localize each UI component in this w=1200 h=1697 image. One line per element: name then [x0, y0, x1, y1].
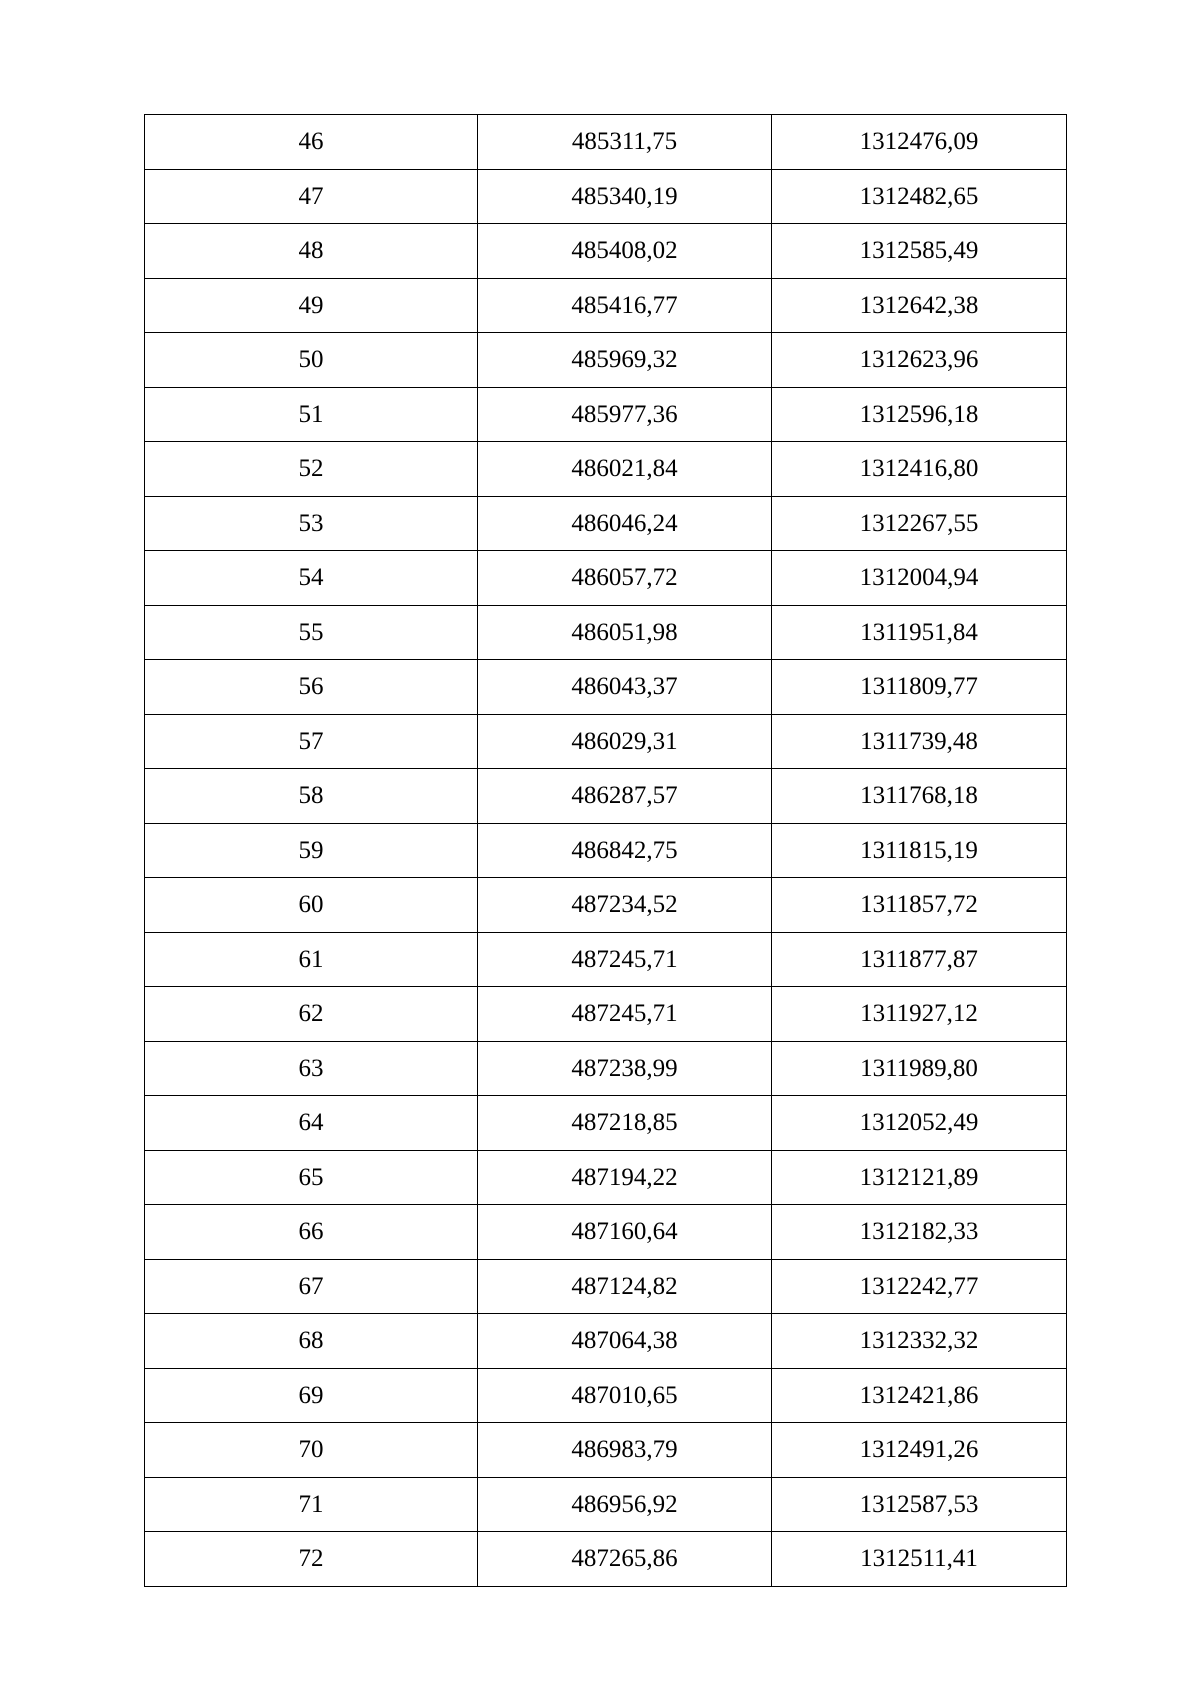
point-number-cell: 51 — [145, 387, 478, 442]
point-number-cell: 60 — [145, 878, 478, 933]
table-row — [145, 660, 1067, 715]
table-row — [145, 1532, 1067, 1587]
x-coordinate-cell: 487218,85 — [478, 1096, 772, 1151]
y-coordinate-cell: 1311768,18 — [772, 769, 1067, 824]
point-number-cell: 56 — [145, 660, 478, 715]
y-coordinate-cell: 1312642,38 — [772, 278, 1067, 333]
point-number-cell: 63 — [145, 1041, 478, 1096]
point-number-cell: 53 — [145, 496, 478, 551]
point-number-cell: 62 — [145, 987, 478, 1042]
point-number-cell: 49 — [145, 278, 478, 333]
x-coordinate-cell: 485408,02 — [478, 224, 772, 279]
coordinates-table — [144, 114, 1067, 1587]
point-number-cell: 72 — [145, 1532, 478, 1587]
table-row — [145, 115, 1067, 170]
y-coordinate-cell: 1312623,96 — [772, 333, 1067, 388]
point-number-cell: 66 — [145, 1205, 478, 1260]
table-row — [145, 769, 1067, 824]
point-number-cell: 47 — [145, 169, 478, 224]
y-coordinate-cell: 1312332,32 — [772, 1314, 1067, 1369]
y-coordinate-cell: 1312587,53 — [772, 1477, 1067, 1532]
x-coordinate-cell: 487010,65 — [478, 1368, 772, 1423]
y-coordinate-cell: 1311877,87 — [772, 932, 1067, 987]
table-row — [145, 1314, 1067, 1369]
y-coordinate-cell: 1312596,18 — [772, 387, 1067, 442]
point-number-cell: 61 — [145, 932, 478, 987]
table-row — [145, 714, 1067, 769]
y-coordinate-cell: 1312242,77 — [772, 1259, 1067, 1314]
x-coordinate-cell: 485340,19 — [478, 169, 772, 224]
y-coordinate-cell: 1312421,86 — [772, 1368, 1067, 1423]
point-number-cell: 52 — [145, 442, 478, 497]
x-coordinate-cell: 487265,86 — [478, 1532, 772, 1587]
x-coordinate-cell: 485416,77 — [478, 278, 772, 333]
y-coordinate-cell: 1311989,80 — [772, 1041, 1067, 1096]
point-number-cell: 54 — [145, 551, 478, 606]
x-coordinate-cell: 486956,92 — [478, 1477, 772, 1532]
point-number-cell: 57 — [145, 714, 478, 769]
table-row — [145, 932, 1067, 987]
table-row — [145, 169, 1067, 224]
y-coordinate-cell: 1312052,49 — [772, 1096, 1067, 1151]
point-number-cell: 67 — [145, 1259, 478, 1314]
table-row — [145, 605, 1067, 660]
x-coordinate-cell: 486842,75 — [478, 823, 772, 878]
point-number-cell: 69 — [145, 1368, 478, 1423]
y-coordinate-cell: 1312267,55 — [772, 496, 1067, 551]
table-row — [145, 1259, 1067, 1314]
y-coordinate-cell: 1312491,26 — [772, 1423, 1067, 1478]
table-row — [145, 1368, 1067, 1423]
point-number-cell: 64 — [145, 1096, 478, 1151]
table-row — [145, 878, 1067, 933]
y-coordinate-cell: 1312416,80 — [772, 442, 1067, 497]
table-row — [145, 442, 1067, 497]
point-number-cell: 46 — [145, 115, 478, 170]
table-row — [145, 496, 1067, 551]
x-coordinate-cell: 485311,75 — [478, 115, 772, 170]
point-number-cell: 59 — [145, 823, 478, 878]
x-coordinate-cell: 487064,38 — [478, 1314, 772, 1369]
y-coordinate-cell: 1312482,65 — [772, 169, 1067, 224]
table-row — [145, 551, 1067, 606]
point-number-cell: 55 — [145, 605, 478, 660]
y-coordinate-cell: 1311815,19 — [772, 823, 1067, 878]
x-coordinate-cell: 487245,71 — [478, 987, 772, 1042]
x-coordinate-cell: 486046,24 — [478, 496, 772, 551]
y-coordinate-cell: 1311951,84 — [772, 605, 1067, 660]
x-coordinate-cell: 487234,52 — [478, 878, 772, 933]
y-coordinate-cell: 1312121,89 — [772, 1150, 1067, 1205]
y-coordinate-cell: 1312004,94 — [772, 551, 1067, 606]
y-coordinate-cell: 1311927,12 — [772, 987, 1067, 1042]
x-coordinate-cell: 487245,71 — [478, 932, 772, 987]
y-coordinate-cell: 1312585,49 — [772, 224, 1067, 279]
point-number-cell: 58 — [145, 769, 478, 824]
x-coordinate-cell: 487238,99 — [478, 1041, 772, 1096]
point-number-cell: 48 — [145, 224, 478, 279]
x-coordinate-cell: 487124,82 — [478, 1259, 772, 1314]
point-number-cell: 68 — [145, 1314, 478, 1369]
y-coordinate-cell: 1311739,48 — [772, 714, 1067, 769]
x-coordinate-cell: 485977,36 — [478, 387, 772, 442]
coordinates-table-body — [145, 115, 1067, 1587]
table-row — [145, 823, 1067, 878]
table-row — [145, 387, 1067, 442]
x-coordinate-cell: 487160,64 — [478, 1205, 772, 1260]
x-coordinate-cell: 486021,84 — [478, 442, 772, 497]
point-number-cell: 50 — [145, 333, 478, 388]
x-coordinate-cell: 486043,37 — [478, 660, 772, 715]
x-coordinate-cell: 487194,22 — [478, 1150, 772, 1205]
x-coordinate-cell: 485969,32 — [478, 333, 772, 388]
x-coordinate-cell: 486983,79 — [478, 1423, 772, 1478]
y-coordinate-cell: 1312511,41 — [772, 1532, 1067, 1587]
y-coordinate-cell: 1311857,72 — [772, 878, 1067, 933]
point-number-cell: 65 — [145, 1150, 478, 1205]
x-coordinate-cell: 486029,31 — [478, 714, 772, 769]
y-coordinate-cell: 1312476,09 — [772, 115, 1067, 170]
table-row — [145, 1205, 1067, 1260]
point-number-cell: 70 — [145, 1423, 478, 1478]
y-coordinate-cell: 1312182,33 — [772, 1205, 1067, 1260]
point-number-cell: 71 — [145, 1477, 478, 1532]
table-row — [145, 333, 1067, 388]
table-row — [145, 1150, 1067, 1205]
table-row — [145, 224, 1067, 279]
table-row — [145, 987, 1067, 1042]
table-row — [145, 1423, 1067, 1478]
table-row — [145, 1041, 1067, 1096]
table-row — [145, 1096, 1067, 1151]
x-coordinate-cell: 486057,72 — [478, 551, 772, 606]
x-coordinate-cell: 486051,98 — [478, 605, 772, 660]
table-row — [145, 1477, 1067, 1532]
x-coordinate-cell: 486287,57 — [478, 769, 772, 824]
y-coordinate-cell: 1311809,77 — [772, 660, 1067, 715]
table-row — [145, 278, 1067, 333]
